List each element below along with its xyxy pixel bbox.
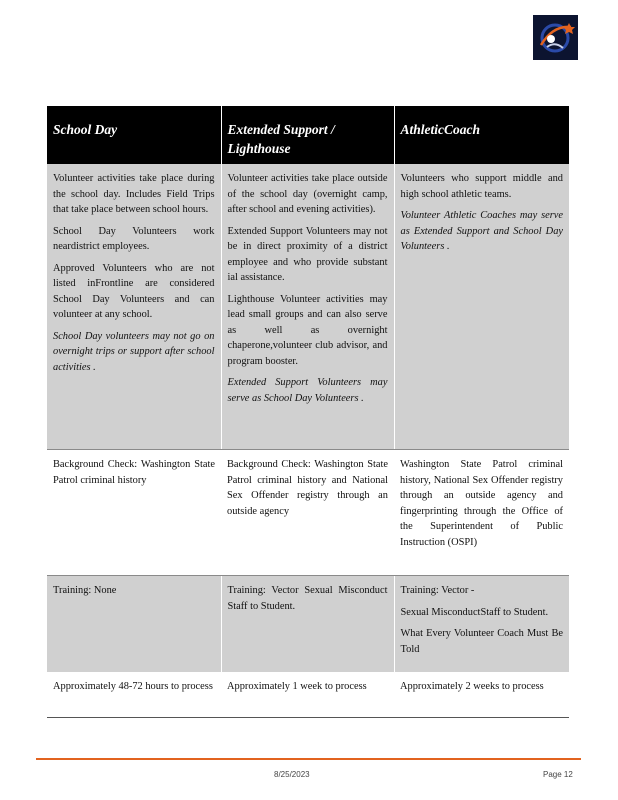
cell-paragraph: Approved Volunteers who are not listed inFrontline are considered School Day Volunteers and can volunteer at any school.: [53, 262, 215, 320]
process-cell-school-day: Approximately 48-72 hours to process: [47, 672, 221, 718]
process-cell-extended-support: Approximately 1 week to process: [221, 672, 394, 718]
footer-page-number: Page 12: [543, 770, 573, 779]
training-text: What Every Volunteer Coach Must Be Told: [400, 628, 563, 655]
training-cell-extended-support: [221, 576, 394, 673]
process-cell-athletic-coach: Approximately 2 weeks to process: [394, 672, 569, 718]
cell-paragraph: Lighthouse Volunteer activities may lead small groups and can also serve as well as overnight chaperone,volunteer club advisor, and program booster.: [227, 293, 388, 367]
training-text: Training: Vector -: [400, 585, 475, 596]
footer-rule: [36, 758, 581, 760]
training-text: Training: None: [53, 585, 117, 596]
training-text: Sexual MisconductStaff to Student.: [400, 606, 549, 618]
district-logo: [533, 15, 578, 60]
training-text: Training: Vector Sexual Misconduct Staff to Student.: [227, 585, 388, 612]
header-school-day: School Day: [47, 106, 221, 164]
cell-paragraph: Extended Support Volunteers may not be in direct proximity of a district employee and who provide substant ial assistance.: [227, 225, 388, 283]
cell-paragraph: Volunteer activities take place outside of the school day (overnight camp, after school and evening activities).: [227, 173, 388, 215]
volunteer-types-table: [47, 106, 569, 718]
activities-cell-extended-support: [221, 164, 394, 450]
table-row-background-check: [47, 450, 569, 576]
cell-note-italic: Extended Support Volunteers may serve as School Day Volunteers .: [227, 377, 388, 404]
header-athletic-coach: AthleticCoach: [394, 106, 569, 164]
cell-note-italic: School Day volunteers may not go on overnight trips or support after school activities .: [53, 330, 215, 373]
table-header-row: [47, 106, 569, 164]
background-cell-athletic-coach: Washington State Patrol criminal history, National Sex Offender registry through an outside agency and fingerprinting through the Office of the Superintendent of Public Instruction (OSPI): [394, 450, 569, 576]
cell-note-italic: Volunteer Athletic Coaches may serve as Extended Support and School Day Volunteers .: [400, 210, 563, 252]
table-row-processing-time: [47, 672, 569, 718]
background-cell-school-day: Background Check: Washington State Patrol criminal history: [47, 450, 221, 576]
table-row-activities: [47, 164, 569, 450]
training-cell-athletic-coach: [394, 576, 569, 673]
training-cell-school-day: [47, 576, 221, 673]
cell-paragraph: Volunteers who support middle and high school athletic teams.: [400, 173, 563, 200]
table-row-training: [47, 576, 569, 673]
activities-cell-athletic-coach: [394, 164, 569, 450]
header-extended-support: Extended Support / Lighthouse: [221, 106, 394, 164]
background-cell-extended-support: Background Check: Washington State Patrol criminal history and National Sex Offender registry through an outside agency: [221, 450, 394, 576]
footer-date: 8/25/2023: [274, 770, 310, 779]
activities-cell-school-day: [47, 164, 221, 450]
cell-paragraph: School Day Volunteers work neardistrict employees.: [53, 225, 215, 252]
cell-paragraph: Volunteer activities take place during the school day. Includes Field Trips that take place between school hours.: [53, 173, 215, 215]
